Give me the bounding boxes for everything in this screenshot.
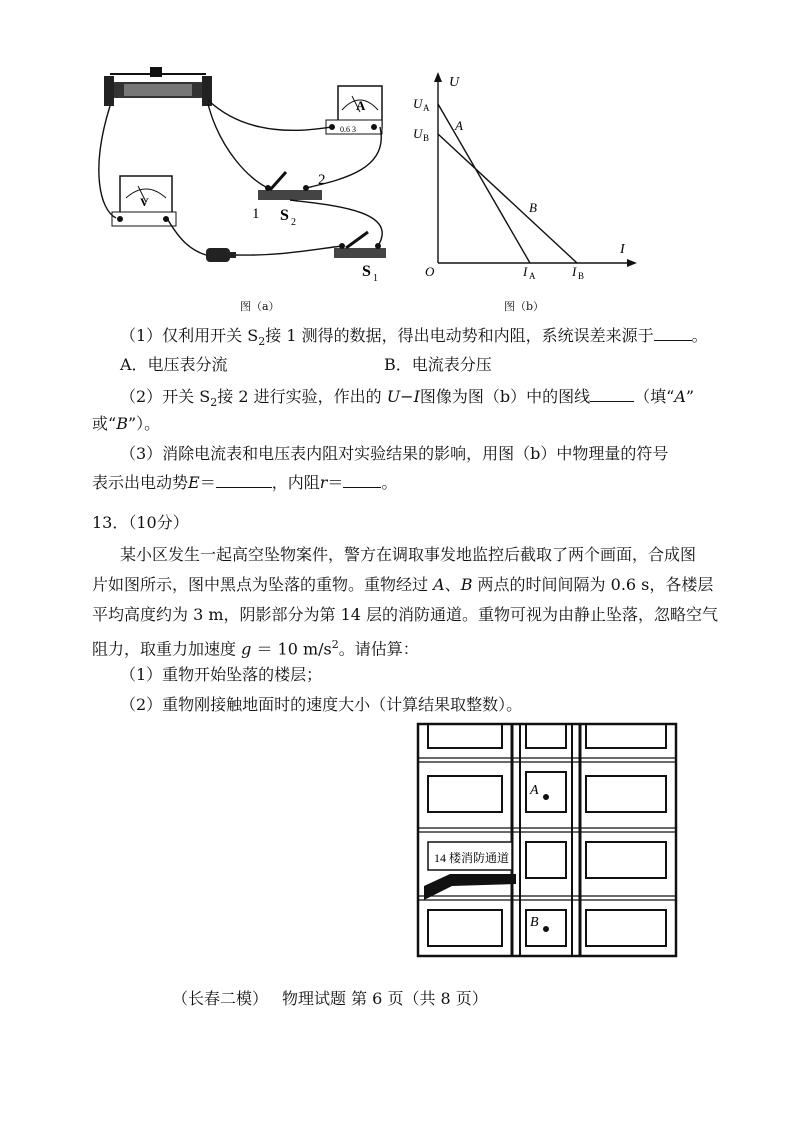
q12-part3-line2: 表示出电动势E＝ ，内阻r＝ 。 <box>92 473 398 492</box>
s2-label: S <box>280 207 289 224</box>
battery <box>206 248 236 262</box>
u-axis-label: U <box>449 75 460 90</box>
q13-line3: 平均高度约为 3 m，阴影部分为第 14 层的消防通道。重物可视为由静止坠落，忽略空气 <box>92 605 719 624</box>
ui-graph <box>405 70 645 285</box>
q12-part3-line1: （3）消除电流表和电压表内阻对实验结果的影响，用图（b）中物理量的符号 <box>120 444 669 463</box>
rheostat <box>104 67 212 106</box>
ammeter-label: A <box>356 98 366 113</box>
i-axis-arrow <box>627 259 637 267</box>
q13-line4: 阻力，取重力加速度 g ＝ 10 $m/s^2$。请估算： <box>92 638 419 659</box>
footer-exam-name: （长春二模） <box>172 989 269 1008</box>
q12-resistance-blank <box>343 471 381 488</box>
series-line-a <box>438 104 530 263</box>
line-a-label: A <box>455 118 463 133</box>
ib-subscript: B <box>578 271 585 281</box>
ia-label: I <box>523 264 528 279</box>
point-b-label: B <box>530 915 539 930</box>
q12-emf-blank <box>216 471 272 488</box>
s2-terminal-2: 2 <box>318 172 326 188</box>
ua-label: U <box>413 96 423 111</box>
q12-option-a: A．电压表分流 <box>120 355 228 374</box>
ammeter-scale: 0.6 3 <box>340 125 356 134</box>
s2-subscript: 2 <box>291 217 296 228</box>
q12-option-b: B．电流表分压 <box>384 355 492 374</box>
figure-a-caption: 图（a） <box>240 300 280 313</box>
q13-sub1: （1）重物开始坠落的楼层； <box>120 665 323 684</box>
footer-page-number: 物理试题 第 6 页（共 8 页） <box>282 989 488 1008</box>
s1-subscript: 1 <box>373 273 378 284</box>
s1-label: S <box>362 263 371 280</box>
point-b-dot <box>543 926 549 932</box>
q13-line2: 片如图所示，图中黑点为坠落的重物。重物经过 A、B 两点的时间间隔为 0.6 s，各楼层 <box>92 575 714 594</box>
ub-subscript: B <box>423 133 430 143</box>
i-axis-label: I <box>620 242 625 257</box>
u-axis-arrow <box>434 72 442 82</box>
q12-part2-cont: 或“B”）。 <box>92 414 161 433</box>
ib-label: I <box>572 264 577 279</box>
ia-subscript: A <box>529 271 536 281</box>
figure-b-caption: 图（b） <box>504 300 545 313</box>
series-line-b <box>438 134 577 263</box>
line-b-label: B <box>529 200 537 215</box>
q12-part1-blank <box>654 324 692 341</box>
fire-channel-label: 14 楼消防通道 <box>434 851 510 865</box>
circuit-figure <box>90 60 420 290</box>
point-a-dot <box>543 794 549 800</box>
q12-part2-blank <box>590 385 634 402</box>
q12-part1: （1）仅利用开关 $S_2$接 1 测得的数据，得出电动势和内阻，系统误差来源于 。 <box>120 326 708 349</box>
q13-sub2: （2）重物刚接触地面时的速度大小（计算结果取整数）。 <box>120 695 523 714</box>
q12-part2: （2）开关 $S_2$接 2 进行实验，作出的 U−I图像为图（b）中的图线 （填“A” <box>120 387 695 410</box>
building-figure <box>410 720 680 960</box>
voltmeter-label: V <box>140 195 149 209</box>
point-a-label: A <box>530 783 539 798</box>
ub-label: U <box>413 126 423 141</box>
s2-terminal-1: 1 <box>252 206 260 222</box>
origin-label: O <box>425 264 435 279</box>
q13-line1: 某小区发生一起高空坠物案件，警方在调取事发地监控后截取了两个画面，合成图 <box>120 545 697 564</box>
ua-subscript: A <box>423 103 430 113</box>
q13-heading: 13．（10分） <box>92 513 189 532</box>
